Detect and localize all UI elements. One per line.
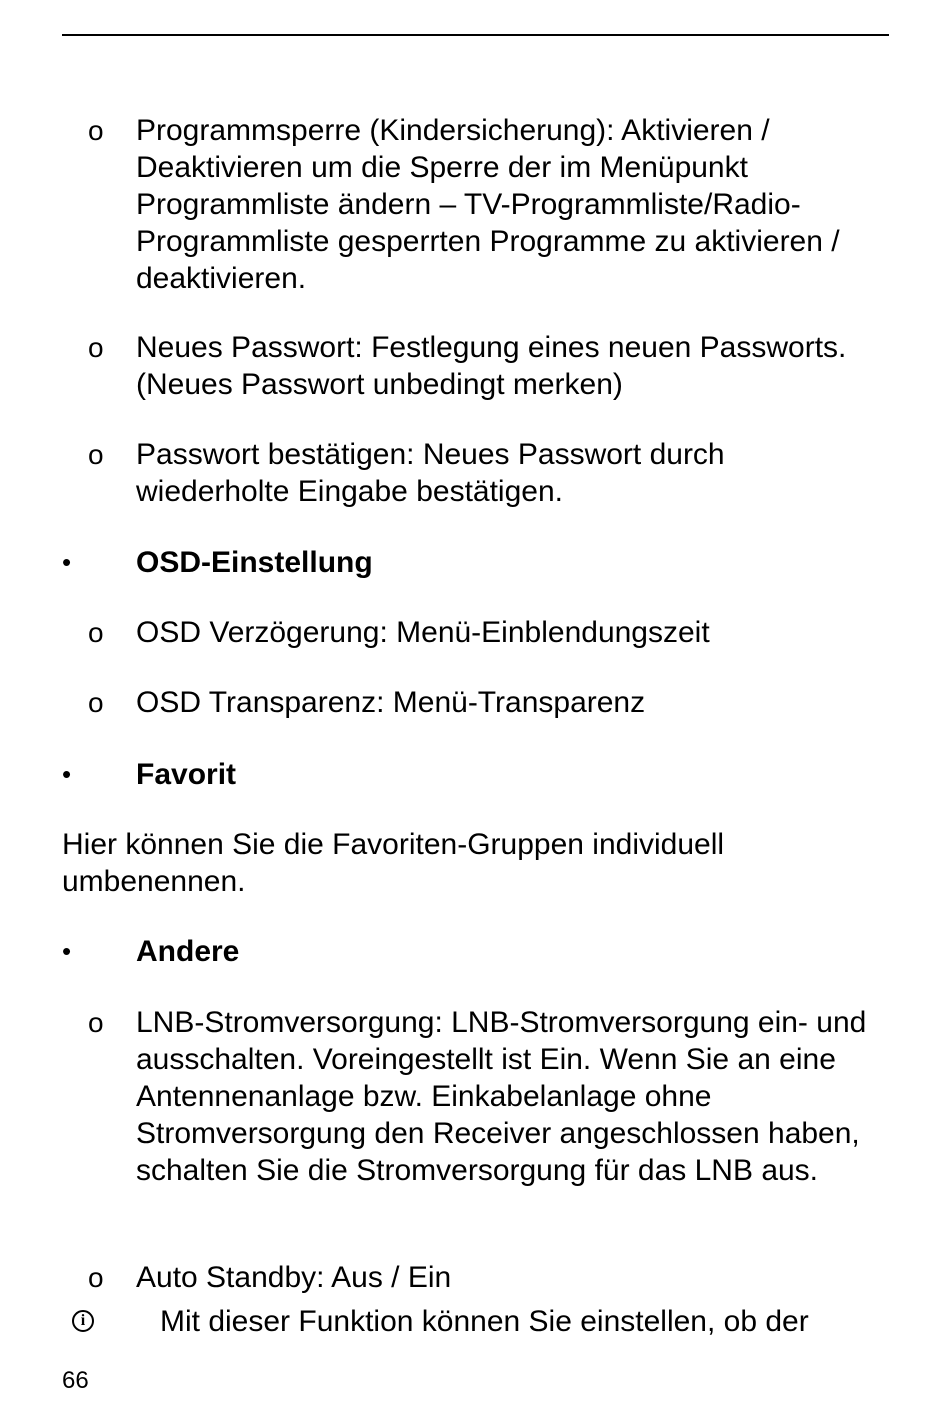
section-heading: Favorit (136, 758, 237, 791)
sub-bullet: o (88, 687, 104, 718)
info-note: Mit dieser Funktion können Sie einstellen, ob der (160, 1305, 809, 1338)
sub-bullet: o (88, 115, 104, 146)
paragraph: Hier können Sie die Favoriten-Gruppen individuell umbenennen. (62, 828, 725, 898)
info-icon: i (72, 1310, 94, 1332)
sub-bullet: o (88, 1007, 104, 1038)
list-item-text: Programmsperre (Kindersicherung): Aktivieren / Deaktivieren um die Sperre der im Menüpunkt Programmliste ändern – TV-Programmliste/Radio-Programmliste gesperrten Programme zu aktivieren / deaktivieren. (136, 114, 840, 295)
bullet: • (62, 759, 72, 789)
sub-bullet: o (88, 439, 104, 470)
bullet: • (62, 936, 72, 966)
section-heading: OSD-Einstellung (136, 546, 373, 579)
page-number: 66 (62, 1367, 89, 1394)
sub-bullet: o (88, 617, 104, 648)
list-item-text: OSD Verzögerung: Menü-Einblendungszeit (136, 616, 710, 649)
sub-bullet: o (88, 332, 104, 363)
list-item-text: Auto Standby: Aus / Ein (136, 1261, 452, 1294)
list-item-text: Neues Passwort: Festlegung eines neuen Passworts. (Neues Passwort unbedingt merken) (136, 331, 847, 401)
list-item-text: OSD Transparenz: Menü-Transparenz (136, 686, 646, 719)
section-heading: Andere (136, 935, 240, 968)
header-rule (62, 34, 889, 36)
list-item-text: Passwort bestätigen: Neues Passwort durch wiederholte Eingabe bestätigen. (136, 438, 725, 508)
list-item-text: LNB-Stromversorgung: LNB-Stromversorgung ein- und ausschalten. Voreingestellt ist Ein. Wenn Sie an eine Antennenanlage bzw. Einkabelanlage ohne Stromversorgung den Receiver angeschlossen haben, schalten Sie die Stromversorgung für das LNB aus. (136, 1006, 867, 1187)
bullet: • (62, 547, 72, 577)
sub-bullet: o (88, 1262, 104, 1293)
